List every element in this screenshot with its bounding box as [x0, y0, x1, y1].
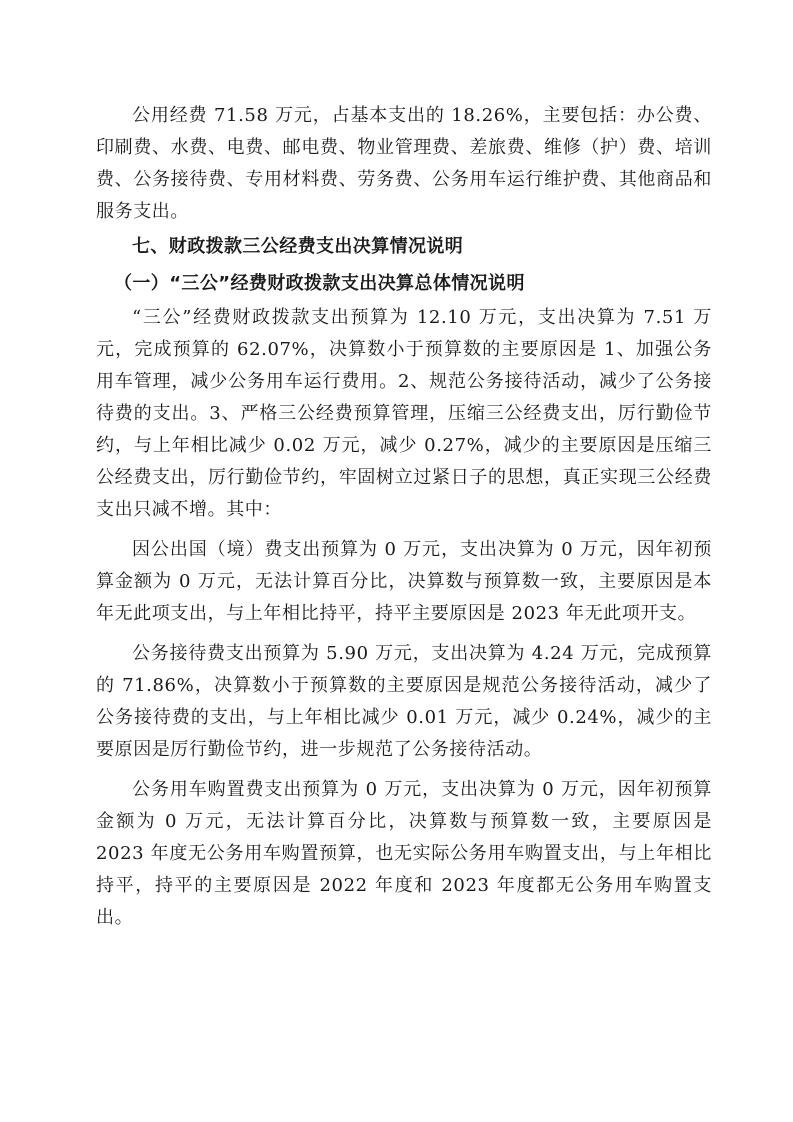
paragraph-vehicle-purchase: 公务用车购置费支出预算为 0 万元，支出决算为 0 万元，因年初预算金额为 0 万元，无法计算百分比，决算数与预算数一致，主要原因是 2023 年度无公务用车购置预算，也无实际公务用车购置支出，与上年相比持平，持平的主要原因是 2022 年度和 2023 年度都无公务用车购置支出。: [96, 779, 712, 928]
paragraph-three-public-overall: “三公”经费财政拨款支出预算为 12.10 万元，支出决算为 7.51 万元，完成预算的 62.07%，决算数小于预算数的主要原因是 1、加强公务用车管理，减少公务用车运行费用。2、规范公务接待活动，减少了公务接待费的支出。3、严格三公经费预算管理，压缩三公经费支出，厉行勤俭节约，与上年相比减少 0.02 万元，减少 0.27%，减少的主要原因是压缩三公经费支出，厉行勤俭节约，牢固树立过紧日子的思想，真正实现三公经费支出只减不增。其中：: [96, 307, 712, 520]
paragraph-public-expenses: 公用经费 71.58 万元，占基本支出的 18.26%，主要包括：办公费、印刷费、水费、电费、邮电费、物业管理费、差旅费、维修（护）费、培训费、公务接待费、专用材料费、劳务费、公务用车运行维护费、其他商品和服务支出。: [96, 105, 712, 222]
paragraph-reception: 公务接待费支出预算为 5.90 万元，支出决算为 4.24 万元，完成预算的 71.86%，决算数小于预算数的主要原因是规范公务接待活动，减少了公务接待费的支出，与上年相比减少 0.01 万元，减少 0.24%，减少的主要原因是厉行勤俭节约，进一步规范了公务接待活动。: [96, 643, 712, 760]
subsection-heading-one: （一）“三公”经费财政拨款支出决算总体情况说明: [114, 273, 525, 294]
paragraph-overseas: 因公出国（境）费支出预算为 0 万元，支出决算为 0 万元，因年初预算金额为 0 万元，无法计算百分比，决算数与预算数一致，主要原因是本年无此项支出，与上年相比持平，持平主要原因是 2023 年无此项开支。: [96, 539, 712, 624]
section-heading-seven: 七、财政拨款三公经费支出决算情况说明: [132, 236, 464, 257]
document-page: [96, 100, 712, 934]
